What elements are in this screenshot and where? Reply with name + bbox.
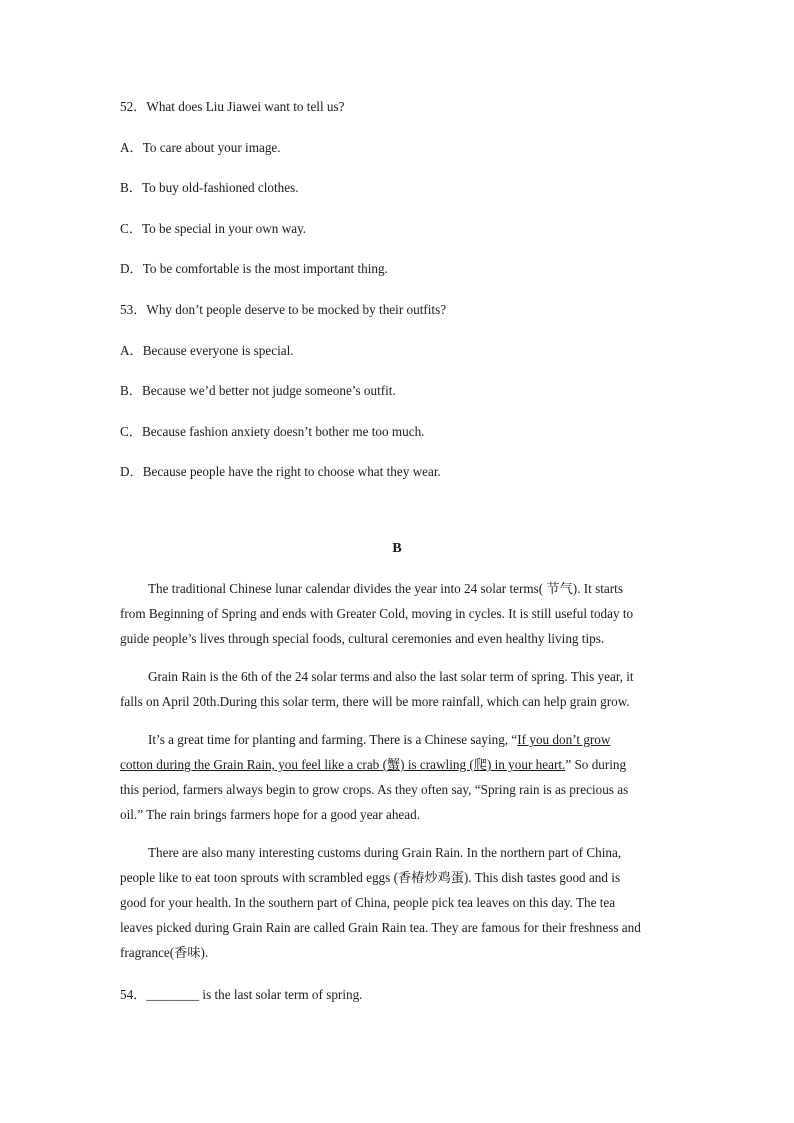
saying-outro: ” So during: [565, 757, 627, 772]
question-54-stem: 54．________ is the last solar term of spring.: [120, 987, 363, 1002]
question-53-stem: 53．Why don’t people deserve to be mocked by their outfits?: [120, 302, 447, 317]
underlined-saying-part-2: cotton during the Grain Rain, you feel like a crab (蟹) is crawling (爬) in your heart.: [120, 757, 566, 772]
paragraph-1-line: from Beginning of Spring and ends with Greater Cold, moving in cycles. It is still useful today to: [120, 606, 634, 621]
question-53-option-b: B．Because we’d better not judge someone’s outfit.: [120, 383, 396, 398]
question-53-option-a: A．Because everyone is special.: [120, 343, 294, 358]
question-53-option-c: C．Because fashion anxiety doesn’t bother me too much.: [120, 424, 425, 439]
paragraph-3-line: this period, farmers always begin to grow crops. As they often say, “Spring rain is as precious as: [120, 782, 629, 797]
question-53-option-d: D．Because people have the right to choose what they wear.: [120, 464, 441, 479]
question-52-stem: 52．What does Liu Jiawei want to tell us?: [120, 99, 345, 114]
paragraph-3-line: [120, 752, 676, 777]
saying-intro: It’s a great time for planting and farming. There is a Chinese saying, “: [148, 732, 518, 747]
question-52-option-c: C．To be special in your own way.: [120, 221, 307, 236]
passage-paragraph-2: [120, 664, 676, 714]
paragraph-2-line: Grain Rain is the 6th of the 24 solar terms and also the last solar term of spring. This year, it: [148, 669, 634, 684]
underlined-saying-part-1: If you don’t grow: [517, 732, 611, 747]
paragraph-4-line: leaves picked during Grain Rain are called Grain Rain tea. They are famous for their freshness and: [120, 920, 641, 935]
passage-paragraph-4: [120, 840, 676, 965]
paragraph-3-line: oil.” The rain brings farmers hope for a good year ahead.: [120, 807, 421, 822]
question-52-option-a: A．To care about your image.: [120, 140, 281, 155]
paragraph-4-line: good for your health. In the southern part of China, people pick tea leaves on this day. The tea: [120, 895, 616, 910]
paragraph-4-line: There are also many interesting customs during Grain Rain. In the northern part of China,: [148, 845, 622, 860]
paragraph-1-line: guide people’s lives through special foods, cultural ceremonies and even healthy living tips.: [120, 631, 605, 646]
paragraph-4-line: fragrance(香味).: [120, 945, 209, 960]
paragraph-2-line: falls on April 20th.During this solar term, there will be more rainfall, which can help grain grow.: [120, 694, 630, 709]
passage-paragraph-1: [120, 576, 676, 651]
question-52-option-d: D．To be comfortable is the most important thing.: [120, 261, 388, 276]
paragraph-1-line: The traditional Chinese lunar calendar divides the year into 24 solar terms( 节气). It starts: [148, 581, 623, 596]
passage-paragraph-3: [120, 727, 676, 827]
paragraph-4-line: people like to eat toon sprouts with scrambled eggs (香椿炒鸡蛋). This dish tastes good and is: [120, 870, 621, 885]
question-52-option-b: B．To buy old-fashioned clothes.: [120, 180, 299, 195]
paragraph-3-line: [120, 727, 676, 752]
section-heading: B: [392, 541, 402, 556]
